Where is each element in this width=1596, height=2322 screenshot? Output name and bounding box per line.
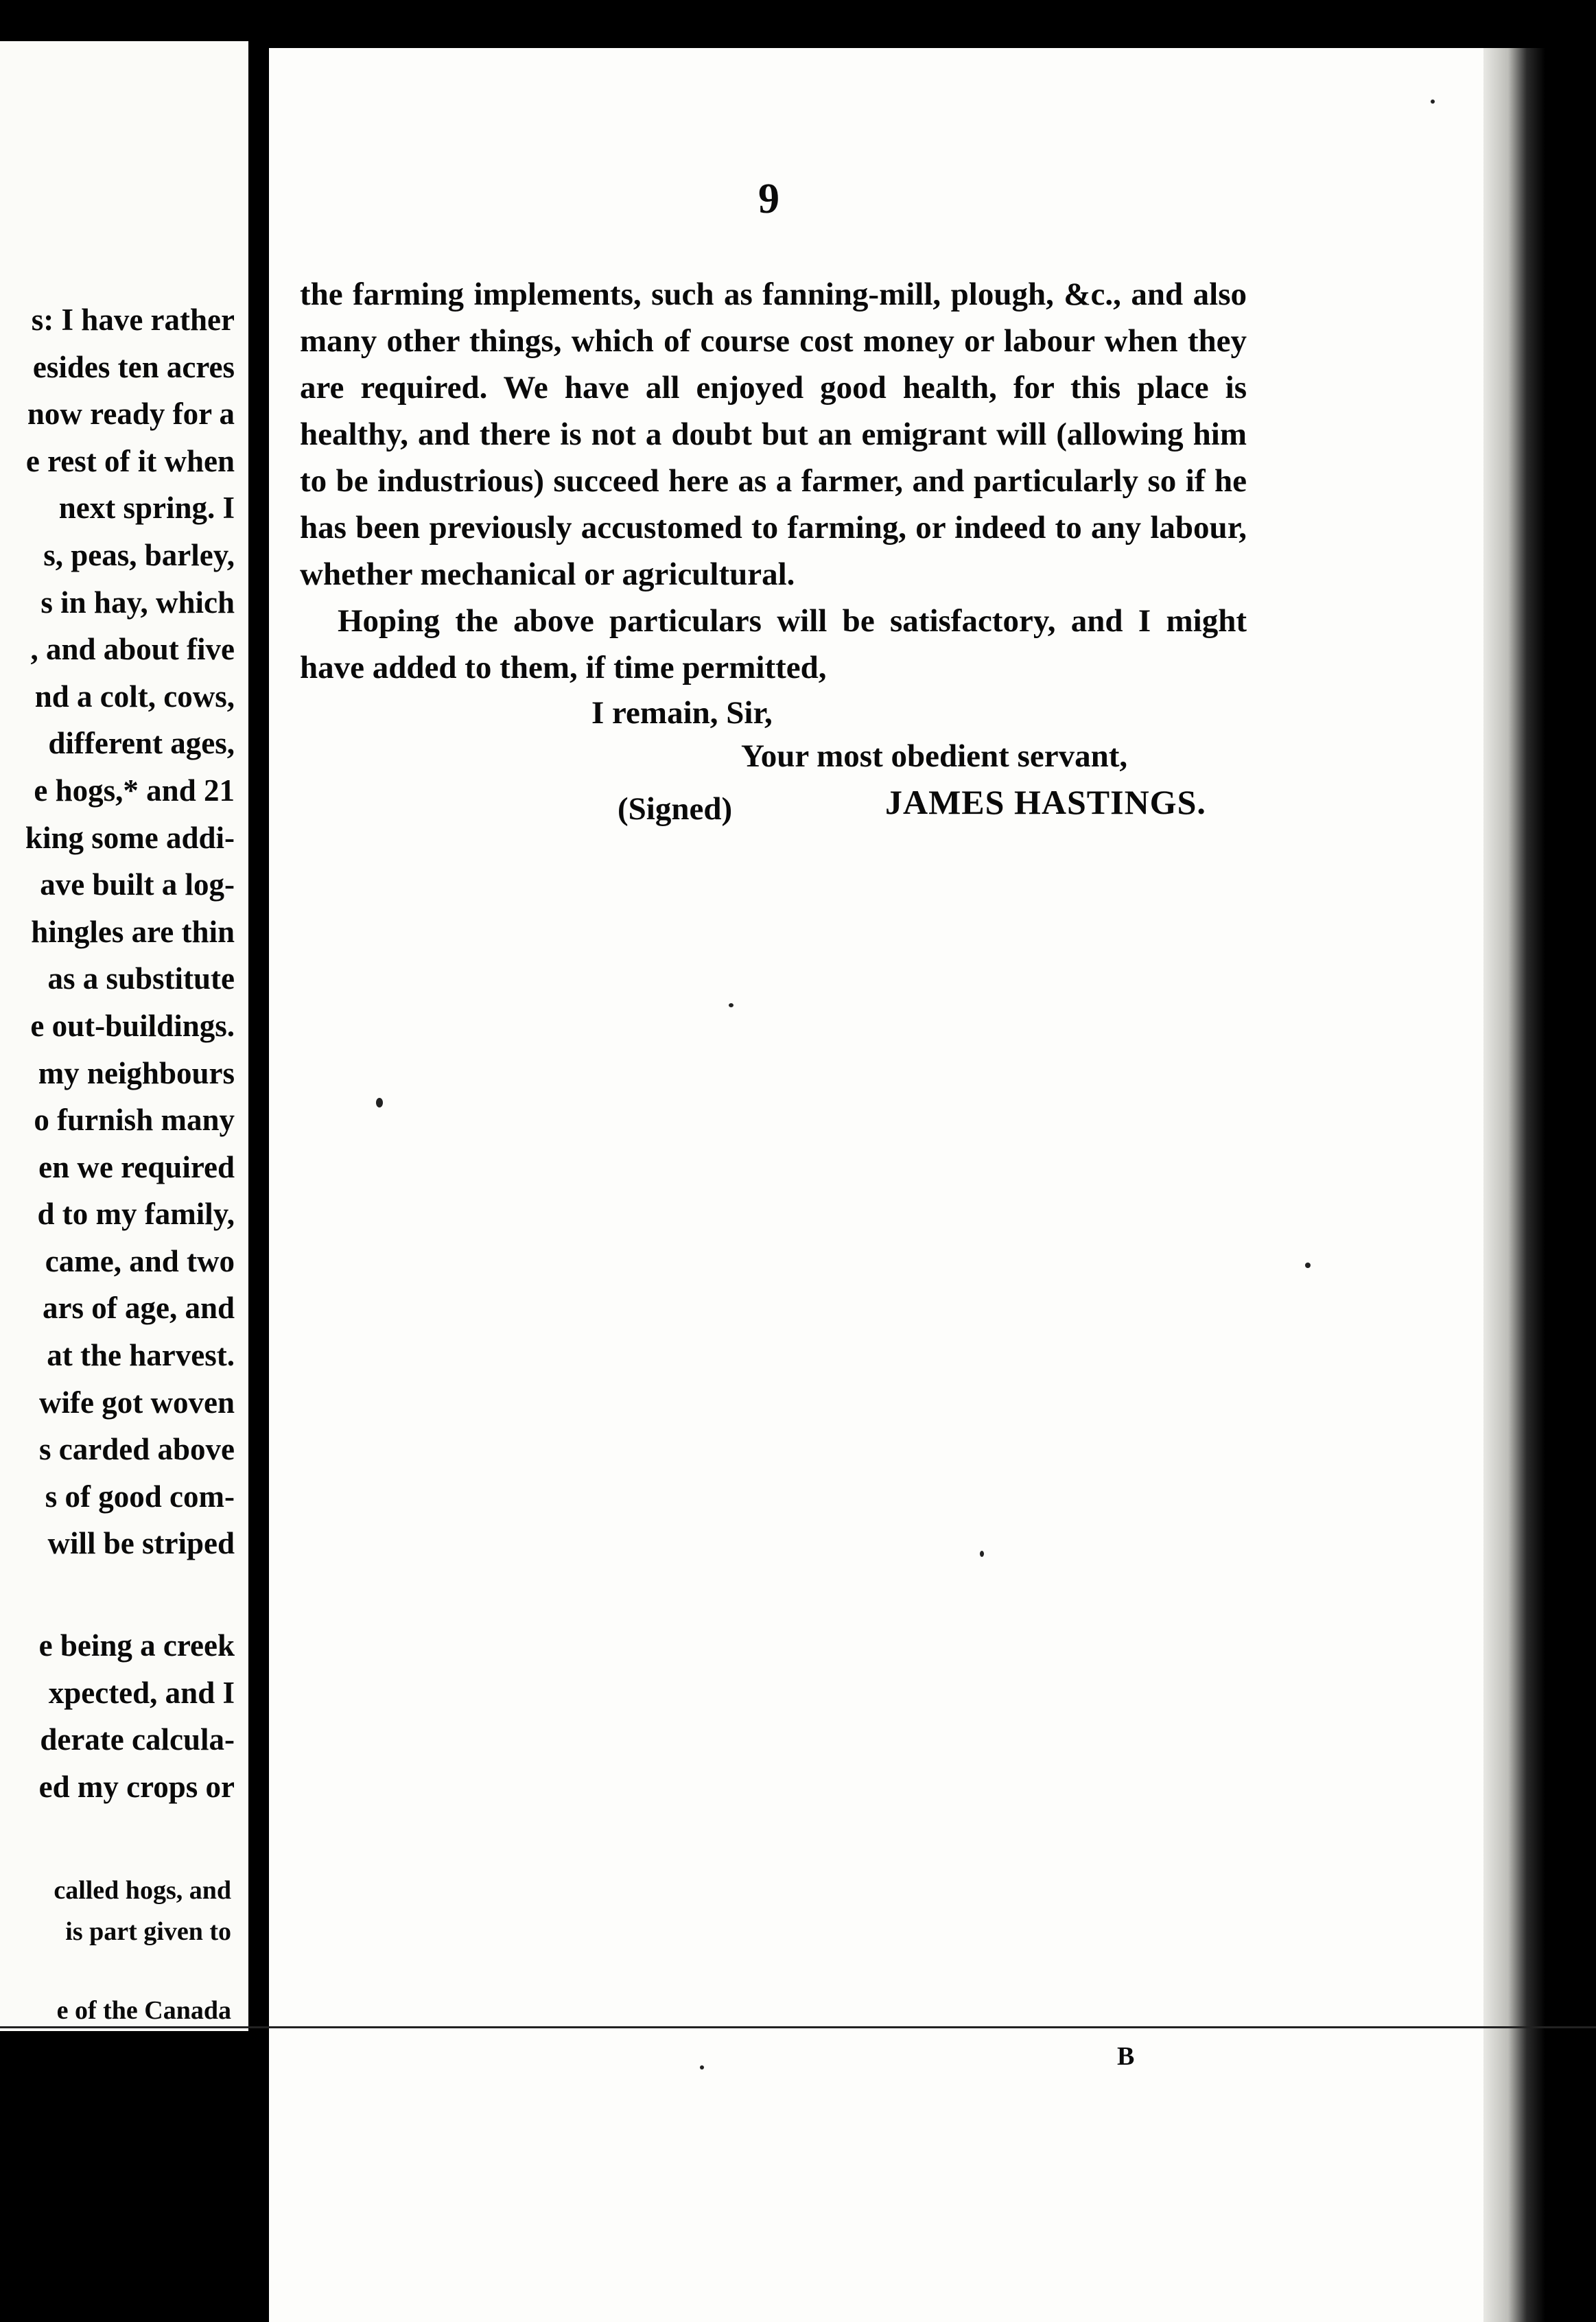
closing-remain: I remain, Sir, <box>591 695 773 731</box>
left-line: e rest of it when <box>25 443 235 478</box>
left-line: as a substitute <box>47 961 235 996</box>
signature-mark: B <box>1117 2042 1135 2071</box>
left-line: s: I have rather <box>31 303 235 337</box>
left-line: next spring. I <box>58 491 235 526</box>
letter-body <box>300 271 1247 691</box>
ink-speck <box>376 1098 383 1107</box>
ink-speck <box>1305 1263 1311 1268</box>
closing-servant: Your most obedient servant, <box>741 738 1128 774</box>
left-line: derate calcula- <box>40 1722 235 1757</box>
left-footnote-line: called hogs, and <box>54 1876 231 1905</box>
left-line: ed my crops or <box>38 1769 235 1804</box>
left-line: esides ten acres <box>32 349 235 384</box>
left-line: xpected, and I <box>48 1675 235 1710</box>
left-page-footnotes <box>0 1870 231 2031</box>
page-edge-shadow <box>1483 48 1545 2322</box>
left-line: different ages, <box>48 726 235 761</box>
left-line: s, peas, barley, <box>43 537 235 572</box>
left-line: e out-buildings. <box>30 1008 235 1043</box>
left-footnote-line: is part given to <box>65 1917 231 1946</box>
signature: JAMES HASTINGS. <box>885 783 1206 821</box>
left-footnote-gap <box>0 1952 231 1990</box>
left-line: ars of age, and <box>43 1291 235 1326</box>
left-line: nd a colt, cows, <box>34 679 235 714</box>
ink-speck <box>729 1003 734 1007</box>
left-line: hingles are thin <box>31 914 235 949</box>
left-line: came, and two <box>45 1243 235 1278</box>
ink-speck <box>980 1551 984 1557</box>
page-number: 9 <box>758 176 779 222</box>
left-line: o furnish many <box>34 1103 235 1138</box>
left-line: s carded above <box>39 1432 235 1467</box>
left-line: e hogs,* and 21 <box>34 773 235 808</box>
left-line: wife got woven <box>39 1385 235 1420</box>
left-paragraph-gap <box>0 1567 235 1622</box>
ink-speck <box>1431 99 1435 104</box>
left-line: ave built a log- <box>40 867 235 902</box>
left-line: s in hay, which <box>40 585 235 620</box>
left-line: will be striped <box>47 1526 235 1561</box>
left-line: en we required <box>38 1149 235 1184</box>
left-line: s of good com- <box>45 1479 235 1514</box>
left-line: , and about five <box>30 632 235 667</box>
left-line: king some addi- <box>25 820 235 855</box>
left-page-text <box>0 296 235 1810</box>
left-line: d to my family, <box>37 1197 235 1232</box>
paragraph: Hoping the above particulars will be satisfactory, and I might have added to them, if time permitted, <box>300 603 1247 685</box>
left-line: e being a creek <box>38 1628 235 1663</box>
left-footnote-line: e of the Canada <box>56 1996 231 2025</box>
left-page <box>0 41 248 2031</box>
left-line: my neighbours <box>38 1055 235 1090</box>
signed-label: (Signed) <box>618 791 733 827</box>
page-gutter <box>248 41 269 2322</box>
paragraph: the farming implements, such as fanning-mill, plough, &c., and also many other things, which of course cost money or labour when they are required. We have all enjoyed good health, for this place is healthy, and there is not a doubt but an emigrant will (allowing him to be industrious) succeed here as a farmer, and particularly so if he has been previously accustomed to farming, or indeed to any labour, whether mechanical or agricultural. <box>300 277 1247 592</box>
ink-speck <box>700 2065 704 2069</box>
page-bottom-rule <box>0 2026 1596 2028</box>
left-line: at the harvest. <box>47 1338 235 1373</box>
left-line: now ready for a <box>27 397 235 432</box>
